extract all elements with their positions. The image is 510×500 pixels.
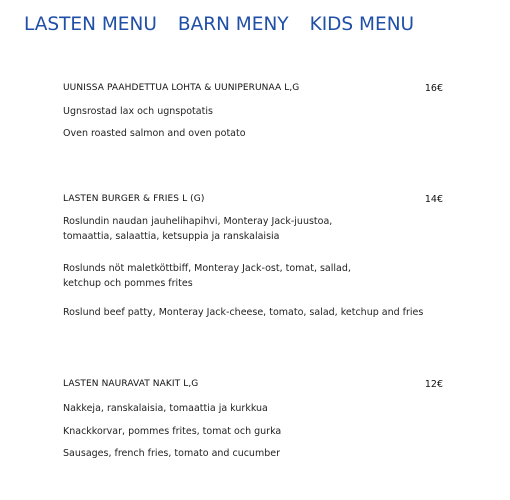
item-price: 16€ [424,83,443,94]
item-name: LASTEN NAURAVAT NAKIT L,G [63,379,199,389]
item-heading [63,83,443,97]
item-description-swedish [63,261,351,291]
item-name: LASTEN BURGER & FRIES L (G) [63,194,205,204]
item-price: 14€ [424,194,443,205]
description-line: tomaattia, salaattia, ketsuppia ja ranskalaisia [63,231,280,242]
item-name: UUNISSA PAAHDETTUA LOHTA & UUNIPERUNAA L,G [63,83,300,93]
description-line: Roslunds nöt maletköttbiff, Monteray Jack-ost, tomat, sallad, [63,263,351,274]
title-swedish: BARN MENY [177,14,289,35]
title-english: KIDS MENU [309,14,415,35]
item-description-swedish [63,104,213,119]
item-description-english [63,446,280,461]
description-line: Sausages, french fries, tomato and cucumber [63,448,280,459]
description-line: ketchup och pommes frites [63,278,193,289]
menu-item-burger [63,194,443,208]
item-heading [63,379,443,393]
description-line: Nakkeja, ranskalaisia, tomaattia ja kurkkua [63,403,268,414]
item-description-english [63,305,423,320]
item-description-finnish [63,214,332,244]
item-price: 12€ [424,379,443,390]
description-line: Ugnsrostad lax och ugnspotatis [63,106,213,117]
description-line: Knackkorvar, pommes frites, tomat och gurka [63,426,282,437]
description-line: Oven roasted salmon and oven potato [63,128,246,139]
item-description-english [63,126,246,141]
description-line: Roslund beef patty, Monteray Jack-cheese, tomato, salad, ketchup and fries [63,307,424,318]
description-line: Roslundin naudan jauhelihapihvi, Monteray Jack-juustoa, [63,216,333,227]
item-heading [63,194,443,208]
item-description-finnish [63,401,268,416]
title-finnish: LASTEN MENU [24,14,157,35]
menu-header [24,14,414,35]
menu-item-salmon [63,83,443,97]
item-description-swedish [63,424,281,439]
menu-item-sausages [63,379,443,393]
